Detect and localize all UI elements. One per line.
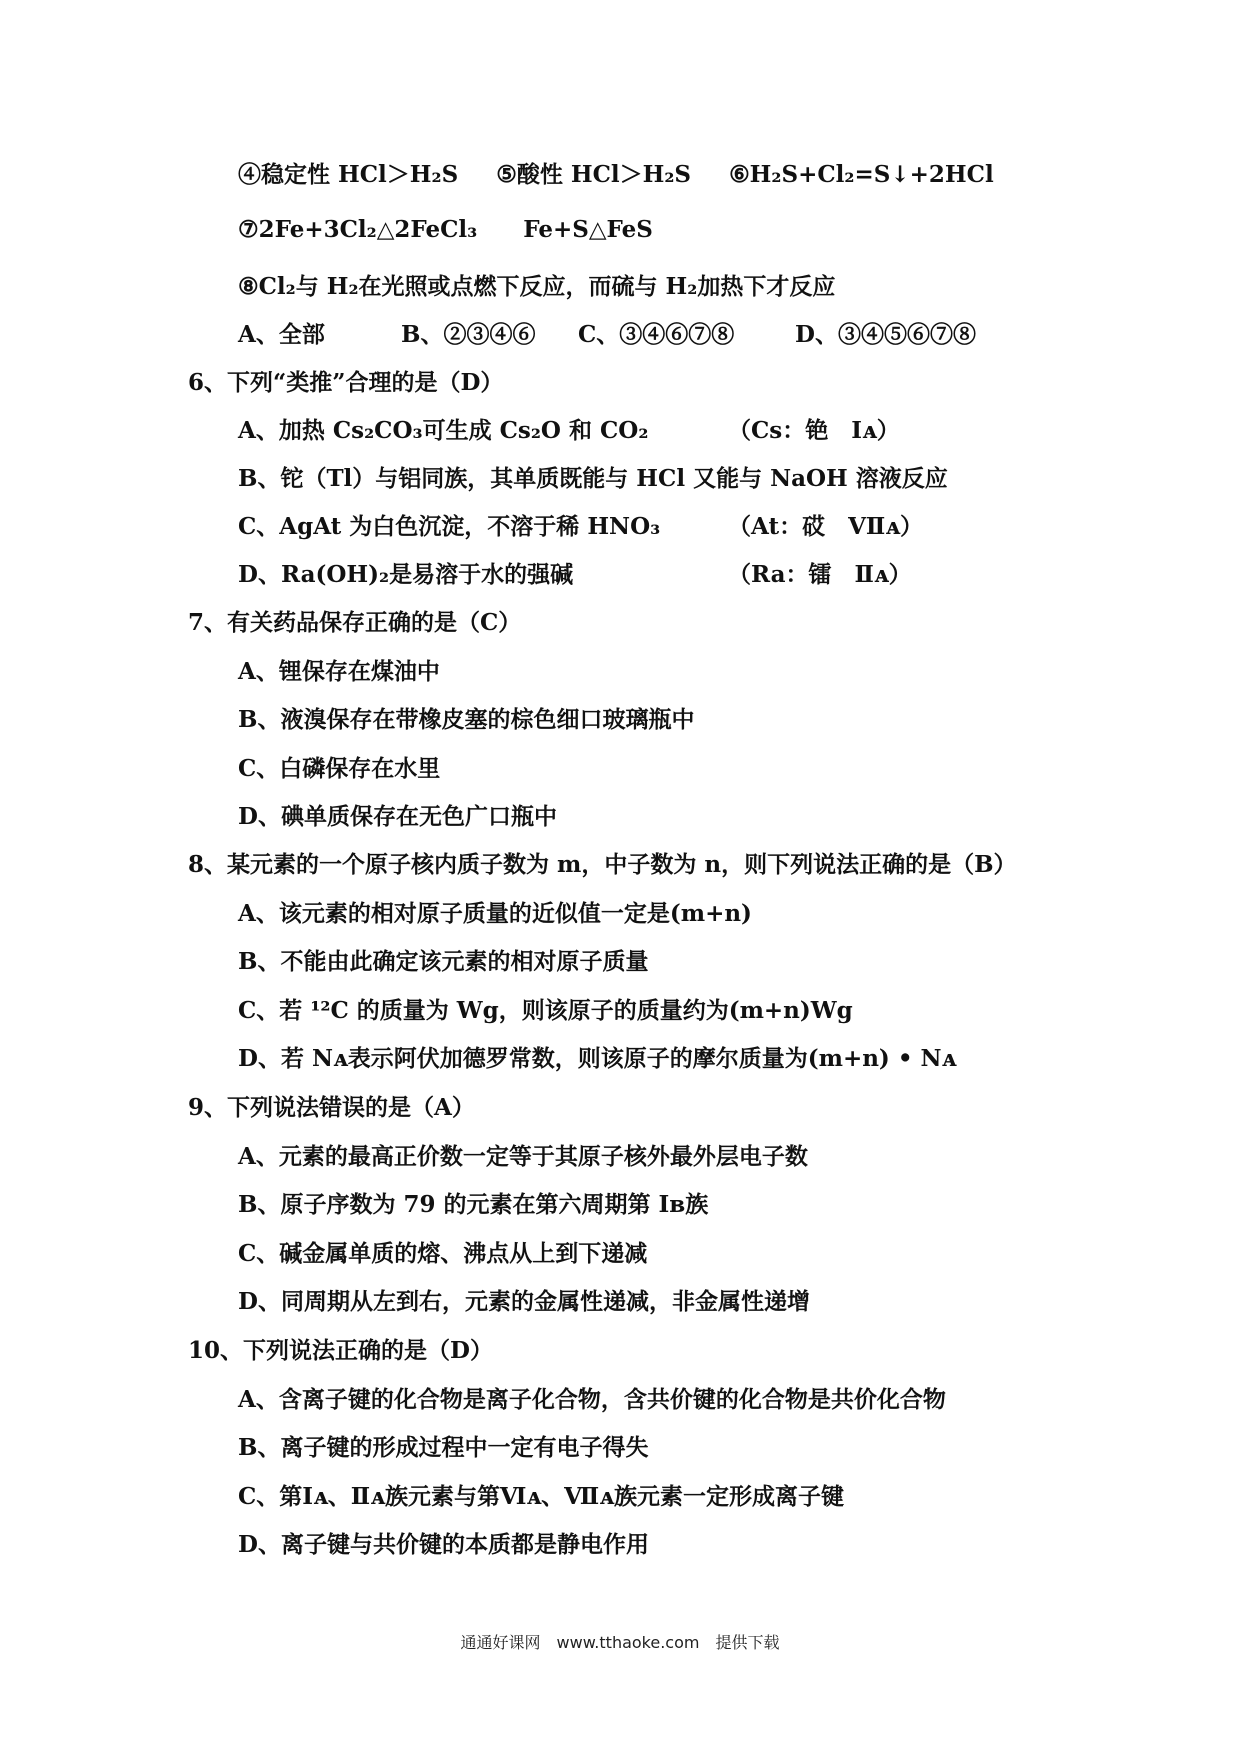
q10-option-c: C、第Ⅰᴀ、Ⅱᴀ族元素与第Ⅵᴀ、Ⅶᴀ族元素一定形成离子键 <box>238 1483 844 1510</box>
q5-option-b: B、②③④⑥ <box>401 321 536 348</box>
q7-stem: 7、有关药品保存正确的是（C） <box>188 609 522 636</box>
q6-option-d-note: （Ra：镭 Ⅱᴀ） <box>728 561 912 588</box>
q5-equation-7b: Fe+S△FeS <box>523 216 653 243</box>
q8-stem: 8、某元素的一个原子核内质子数为 m，中子数为 n，则下列说法正确的是（B） <box>188 851 1017 878</box>
q6-stem: 6、下列“类推”合理的是（D） <box>188 369 504 396</box>
q9-option-b: B、原子序数为 79 的元素在第六周期第 Iʙ族 <box>238 1191 709 1218</box>
q8-option-d: D、若 Nᴀ表示阿伏加德罗常数，则该原子的摩尔质量为(m+n) • Nᴀ <box>238 1045 957 1072</box>
q5-statement-5: ⑤酸性 HCl＞H₂S <box>496 161 692 188</box>
q9-option-c: C、碱金属单质的熔、沸点从上到下递减 <box>238 1240 648 1267</box>
q7-option-a: A、锂保存在煤油中 <box>238 658 440 685</box>
q6-option-c <box>238 512 923 542</box>
q8-option-b: B、不能由此确定该元素的相对原子质量 <box>238 948 649 975</box>
q9-stem: 9、下列说法错误的是（A） <box>188 1094 475 1121</box>
q10-option-a: A、含离子键的化合物是离子化合物，含共价键的化合物是共价化合物 <box>238 1386 946 1413</box>
q7-option-b: B、液溴保存在带橡皮塞的棕色细口玻璃瓶中 <box>238 706 695 733</box>
q9-option-d: D、同周期从左到右，元素的金属性递减，非金属性递增 <box>238 1288 810 1315</box>
q9-option-a: A、元素的最高正价数一定等于其原子核外最外层电子数 <box>238 1143 808 1170</box>
q5-options <box>238 320 976 350</box>
q5-statement-8: ⑧Cl₂与 H₂在光照或点燃下反应，而硫与 H₂加热下才反应 <box>238 273 836 300</box>
q6-option-c-note: （At：砹 VⅡᴀ） <box>728 513 924 540</box>
q5-statement-7 <box>238 215 653 245</box>
q5-option-d: D、③④⑤⑥⑦⑧ <box>795 321 976 348</box>
q5-statement-6: ⑥H₂S+Cl₂=S↓+2HCl <box>729 161 994 188</box>
q5-option-a: A、全部 <box>238 321 325 348</box>
q7-option-c: C、白磷保存在水里 <box>238 755 441 782</box>
q6-option-a <box>238 416 900 446</box>
q10-option-b: B、离子键的形成过程中一定有电子得失 <box>238 1434 649 1461</box>
q5-option-c: C、③④⑥⑦⑧ <box>578 321 735 348</box>
q7-option-d: D、碘单质保存在无色广口瓶中 <box>238 803 557 830</box>
page-footer: 通通好课网 www.tthaoke.com 提供下载 <box>460 1633 780 1652</box>
q5-equation-7a: ⑦2Fe+3Cl₂△2FeCl₃ <box>238 216 478 243</box>
q10-stem: 10、下列说法正确的是（D） <box>188 1337 493 1364</box>
q6-option-b: B、铊（Tl）与铝同族，其单质既能与 HCl 又能与 NaOH 溶液反应 <box>238 465 948 492</box>
q5-statement-4: ④稳定性 HCl＞H₂S <box>238 161 459 188</box>
q8-option-a: A、该元素的相对原子质量的近似值一定是(m+n) <box>238 900 752 927</box>
q5-statements-4-6 <box>238 160 994 190</box>
q10-option-d: D、离子键与共价键的本质都是静电作用 <box>238 1531 649 1558</box>
q6-option-d <box>238 560 912 590</box>
q6-option-c-text: C、AgAt 为白色沉淀，不溶于稀 HNO₃ <box>238 513 661 540</box>
q6-option-a-text: A、加热 Cs₂CO₃可生成 Cs₂O 和 CO₂ <box>238 417 649 444</box>
q6-option-d-text: D、Ra(OH)₂是易溶于水的强碱 <box>238 561 574 588</box>
q8-option-c: C、若 ¹²C 的质量为 Wg，则该原子的质量约为(m+n)Wg <box>238 997 853 1024</box>
q6-option-a-note: （Cs：铯 Iᴀ） <box>728 417 900 444</box>
